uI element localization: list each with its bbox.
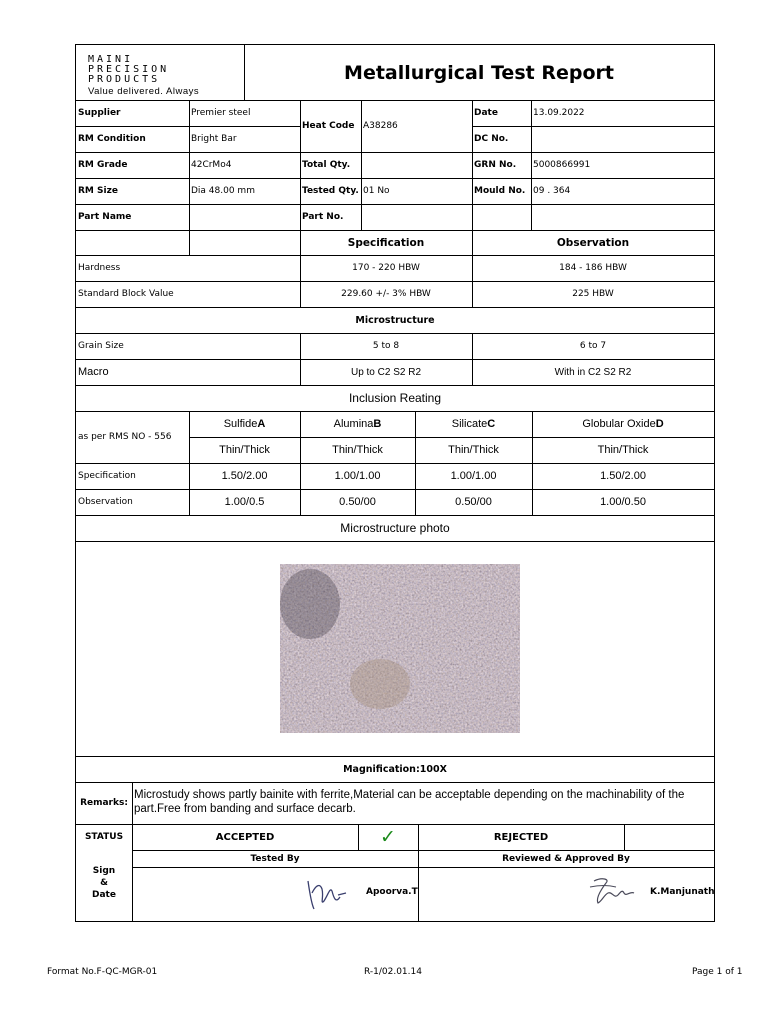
remarks-label: Remarks: xyxy=(80,798,128,808)
tester-signature xyxy=(302,875,352,913)
remarks-line-2: part.Free from banding and surface decarb. xyxy=(134,803,356,815)
sign-date-label xyxy=(76,865,132,901)
inclusion-spec-c: 1.00/1.00 xyxy=(450,470,497,482)
mould-no-value: 09 . 364 xyxy=(533,186,571,196)
rejected-label: REJECTED xyxy=(493,831,549,843)
rm-size-value: Dia 48.00 mm xyxy=(191,186,255,196)
logo-line-3: PRODUCTS xyxy=(88,74,161,85)
logo-line-1: MAINI xyxy=(88,54,134,65)
heat-code-value: A38286 xyxy=(363,121,398,131)
macro-spec: Up to C2 S2 R2 xyxy=(350,366,422,378)
status-label: STATUS xyxy=(84,832,124,842)
globular-oxide-header: Globular Oxide D xyxy=(582,418,664,430)
rm-condition-label: RM Condition xyxy=(78,134,146,144)
reviewed-by-label: Reviewed & Approved By xyxy=(502,853,630,864)
std-block-spec: 229.60 +/- 3% HBW xyxy=(341,289,431,299)
inclusion-obs-b: 0.50/00 xyxy=(339,496,376,508)
total-qty-label: Total Qty. xyxy=(302,160,351,170)
std-block-label: Standard Block Value xyxy=(78,289,174,299)
alumina-header: Alumina B xyxy=(333,418,382,430)
grain-size-spec: 5 to 8 xyxy=(372,341,400,351)
thin-thick-c: Thin/Thick xyxy=(448,444,499,456)
remarks-line-1: Microstudy shows partly bainite with ferrite,Material can be acceptable depending on the machinability of the xyxy=(134,789,685,801)
sign-ampersand: & xyxy=(100,878,108,888)
tested-by-label: Tested By xyxy=(250,853,300,864)
sulfide-header: Sulfide A xyxy=(223,418,266,430)
report-title: Metallurgical Test Report xyxy=(344,61,614,84)
tested-by-name: Apoorva.T xyxy=(366,887,418,897)
format-number: Format No.F-QC-MGR-01 xyxy=(47,967,158,977)
inclusion-obs-c: 0.50/00 xyxy=(455,496,492,508)
inclusion-obs-a: 1.00/0.5 xyxy=(224,496,265,508)
rm-size-label: RM Size xyxy=(78,186,118,196)
company-logo xyxy=(88,55,238,99)
accepted-label: ACCEPTED xyxy=(215,831,275,843)
thin-thick-a: Thin/Thick xyxy=(219,444,270,456)
mould-no-label: Mould No. xyxy=(474,186,526,196)
sign-label: Sign xyxy=(92,866,116,876)
supplier-value: Premier steel xyxy=(191,108,251,118)
date-sign-label: Date xyxy=(92,890,116,900)
tested-qty-label: Tested Qty. xyxy=(302,186,359,196)
inclusion-standard: as per RMS NO - 556 xyxy=(78,432,172,442)
remarks-text xyxy=(134,788,712,816)
grain-size-obs: 6 to 7 xyxy=(579,341,607,351)
reviewer-signature xyxy=(586,873,642,909)
part-name-value xyxy=(189,204,300,230)
inclusion-spec-b: 1.00/1.00 xyxy=(334,470,381,482)
rm-grade-value: 42CrMo4 xyxy=(191,160,232,170)
part-no-value xyxy=(361,204,714,230)
rm-condition-value: Bright Bar xyxy=(191,134,237,144)
inclusion-title: Inclusion Reating xyxy=(348,391,442,405)
report-sheet xyxy=(75,44,715,922)
magnification: Magnification:100X xyxy=(343,763,447,775)
macro-label: Macro xyxy=(78,366,109,378)
reviewed-by-name: K.Manjunath xyxy=(650,887,715,897)
microstructure-photo xyxy=(280,564,520,733)
hardness-spec: 170 - 220 HBW xyxy=(352,263,420,273)
part-name-label: Part Name xyxy=(78,212,132,222)
inclusion-spec-a: 1.50/2.00 xyxy=(221,470,268,482)
photo-title: Microstructure photo xyxy=(340,521,450,535)
hardness-obs: 184 - 186 HBW xyxy=(559,263,627,273)
total-qty-value xyxy=(361,152,472,178)
date-label: Date xyxy=(474,108,498,118)
accepted-check-icon: ✓ xyxy=(380,826,396,848)
grain-size-label: Grain Size xyxy=(78,341,124,351)
microstructure-header: Microstructure xyxy=(355,314,435,326)
silicate-header: Silicate C xyxy=(451,418,496,430)
inclusion-obs-d: 1.00/0.50 xyxy=(600,496,646,508)
supplier-label: Supplier xyxy=(78,108,121,118)
thin-thick-d: Thin/Thick xyxy=(597,444,649,456)
inclusion-obs-label: Observation xyxy=(78,497,133,507)
hardness-label: Hardness xyxy=(78,263,121,273)
part-no-label: Part No. xyxy=(302,212,344,222)
grn-no-label: GRN No. xyxy=(474,160,517,170)
revision-number: R-1/02.01.14 xyxy=(364,967,422,977)
tested-qty-value: 01 No xyxy=(363,186,390,196)
logo-line-2: PRECISION xyxy=(88,64,170,75)
thin-thick-b: Thin/Thick xyxy=(332,444,383,456)
dc-no-value xyxy=(531,126,714,152)
dc-no-label: DC No. xyxy=(474,134,509,144)
date-value: 13.09.2022 xyxy=(533,108,585,118)
std-block-obs: 225 HBW xyxy=(572,289,614,299)
inclusion-spec-label: Specification xyxy=(78,471,136,481)
rm-grade-label: RM Grade xyxy=(78,160,128,170)
macro-obs: With in C2 S2 R2 xyxy=(554,366,632,378)
grn-no-value: 5000866991 xyxy=(533,160,591,170)
logo-tagline: Value delivered. Always xyxy=(88,86,200,97)
observation-header: Observation xyxy=(556,236,630,249)
inclusion-spec-d: 1.50/2.00 xyxy=(600,470,646,482)
heat-code-label: Heat Code xyxy=(302,121,355,131)
page-number: Page 1 of 1 xyxy=(692,967,743,977)
specification-header: Specification xyxy=(347,236,425,249)
